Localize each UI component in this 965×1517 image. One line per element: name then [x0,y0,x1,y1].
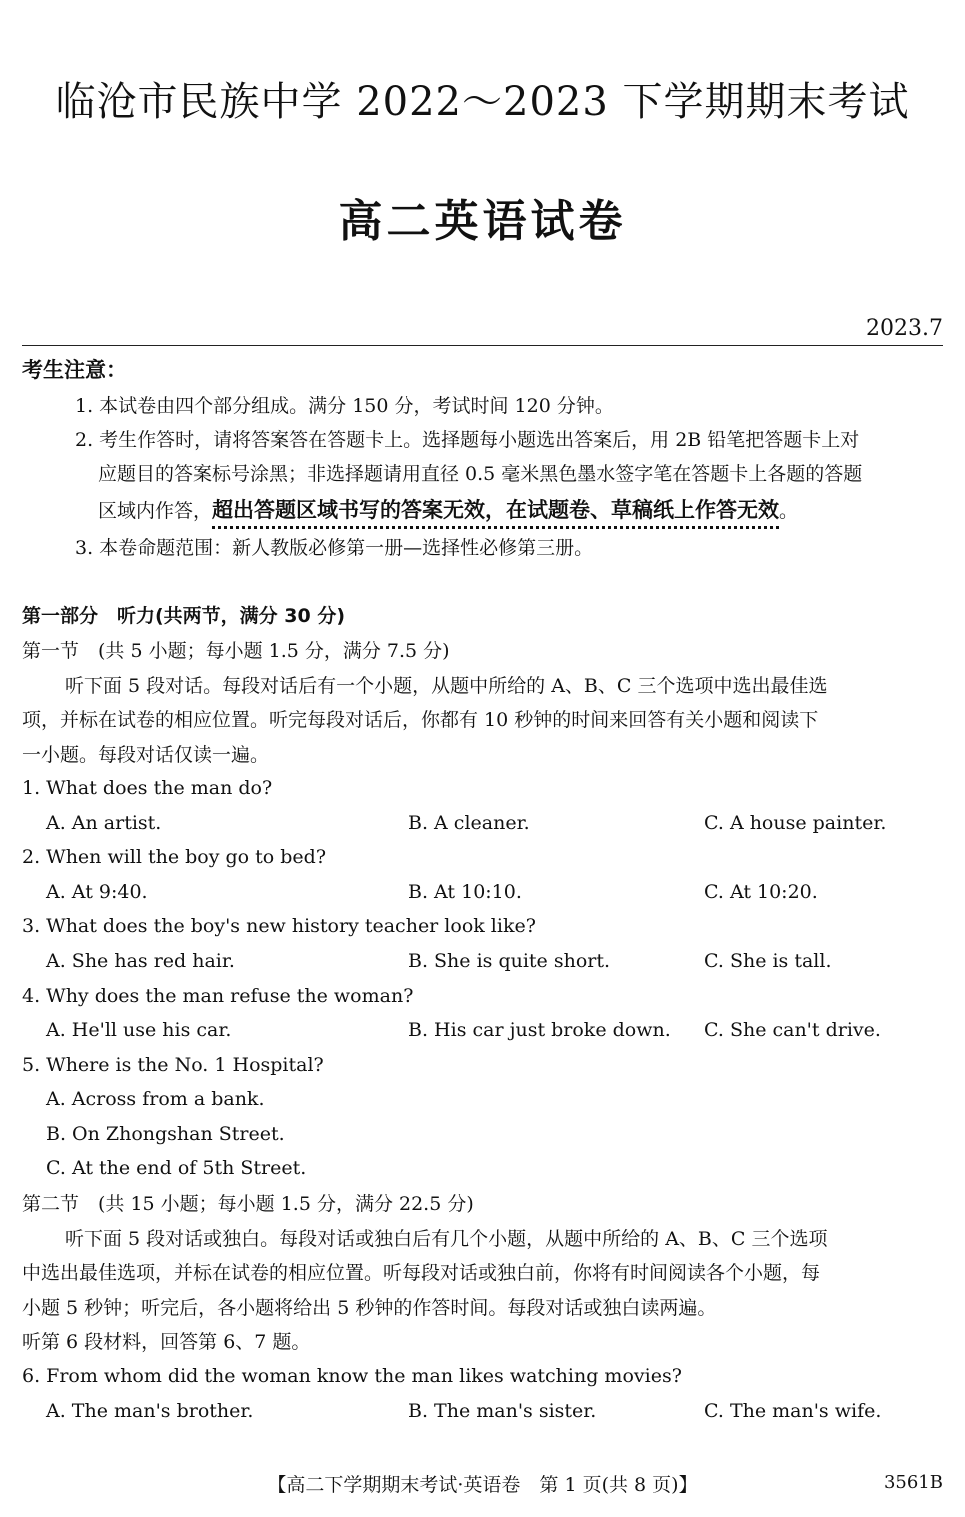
question-2-option-b: B. At 10:10. [408,881,522,903]
notice-item-2-line-3-suffix: 。 [779,500,799,522]
question-6-option-a: A. The man's brother. [46,1400,254,1422]
notice-heading: 考生注意： [22,358,127,382]
question-4-option-b: B. His car just broke down. [408,1019,671,1041]
question-3-option-b: B. She is quite short. [408,950,611,972]
notice-emphasis: 超出答题区域书写的答案无效，在试题卷、草稿纸上作答无效 [212,498,780,522]
section2-material-6-heading: 听第 6 段材料，回答第 6、7 题。 [22,1331,311,1353]
question-2: 2. When will the boy go to bed? [22,846,327,868]
question-2-option-a: A. At 9:40. [46,881,148,903]
question-2-option-c: C. At 10:20. [704,881,818,903]
question-4-option-c: C. She can't drive. [704,1019,881,1041]
part1-heading: 第一部分 听力(共两节，满分 30 分) [22,605,346,627]
notice-item-1: 1. 本试卷由四个部分组成。满分 150 分，考试时间 120 分钟。 [75,395,614,417]
section1-instructions-line-3: 一小题。每段对话仅读一遍。 [22,744,270,766]
question-5-option-c: C. At the end of 5th Street. [46,1157,307,1179]
question-3-option-c: C. She is tall. [704,950,832,972]
notice-item-2-line-3-prefix: 区域内作答， [98,500,213,522]
notice-item-2-line-2: 应题目的答案标号涂黑；非选择题请用直径 0.5 毫米黑色墨水签字笔在答题卡上各题的答题 [98,463,863,485]
section1-heading: 第一节 (共 5 小题；每小题 1.5 分，满分 7.5 分) [22,640,450,662]
page-footer: 【高二下学期期末考试·英语卷 第 1 页(共 8 页)】 [267,1474,698,1496]
notice-item-3: 3. 本卷命题范围：新人教版必修第一册—选择性必修第三册。 [75,537,594,559]
paper-subtitle: 高二英语试卷 [338,196,627,247]
exam-date: 2023.7 [866,316,943,341]
question-4: 4. Why does the man refuse the woman? [22,985,414,1007]
question-5-option-b: B. On Zhongshan Street. [46,1123,285,1145]
exam-title: 临沧市民族中学 2022～2023 下学期期末考试 [55,79,910,125]
question-1-option-c: C. A house painter. [704,812,887,834]
paper-code: 3561B [883,1472,943,1493]
question-1: 1. What does the man do? [22,777,273,799]
question-5: 5. Where is the No. 1 Hospital? [22,1054,324,1076]
notice-item-2-line-1: 2. 考生作答时，请将答案答在答题卡上。选择题每小题选出答案后，用 2B 铅笔把答题卡上对 [75,429,860,451]
question-5-option-a: A. Across from a bank. [46,1088,265,1110]
question-1-option-b: B. A cleaner. [408,812,530,834]
question-6-option-c: C. The man's wife. [704,1400,882,1422]
section2-instructions-line-1: 听下面 5 段对话或独白。每段对话或独白后有几个小题，从题中所给的 A、B、C 三个选项 [65,1228,828,1250]
section2-instructions-line-3: 小题 5 秒钟；听完后，各小题将给出 5 秒钟的作答时间。每段对话或独白读两遍。 [22,1297,717,1319]
section1-instructions-line-2: 项，并标在试卷的相应位置。听完每段对话后，你都有 10 秒钟的时间来回答有关小题和阅读下 [22,709,819,731]
notice-item-2-line-3 [98,494,798,524]
question-6: 6. From whom did the woman know the man likes watching movies? [22,1365,682,1387]
section2-instructions-line-2: 中选出最佳选项，并标在试卷的相应位置。听每段对话或独白前，你将有时间阅读各个小题，每 [22,1262,821,1284]
question-3: 3. What does the boy's new history teacher look like? [22,915,536,937]
question-1-option-a: A. An artist. [46,812,162,834]
section1-instructions-line-1: 听下面 5 段对话。每段对话后有一个小题，从题中所给的 A、B、C 三个选项中选出最佳选 [65,675,828,697]
question-6-option-b: B. The man's sister. [408,1400,597,1422]
question-4-option-a: A. He'll use his car. [46,1019,232,1041]
header-divider [22,345,943,346]
question-3-option-a: A. She has red hair. [46,950,235,972]
section2-heading: 第二节 (共 15 小题；每小题 1.5 分，满分 22.5 分) [22,1193,474,1215]
